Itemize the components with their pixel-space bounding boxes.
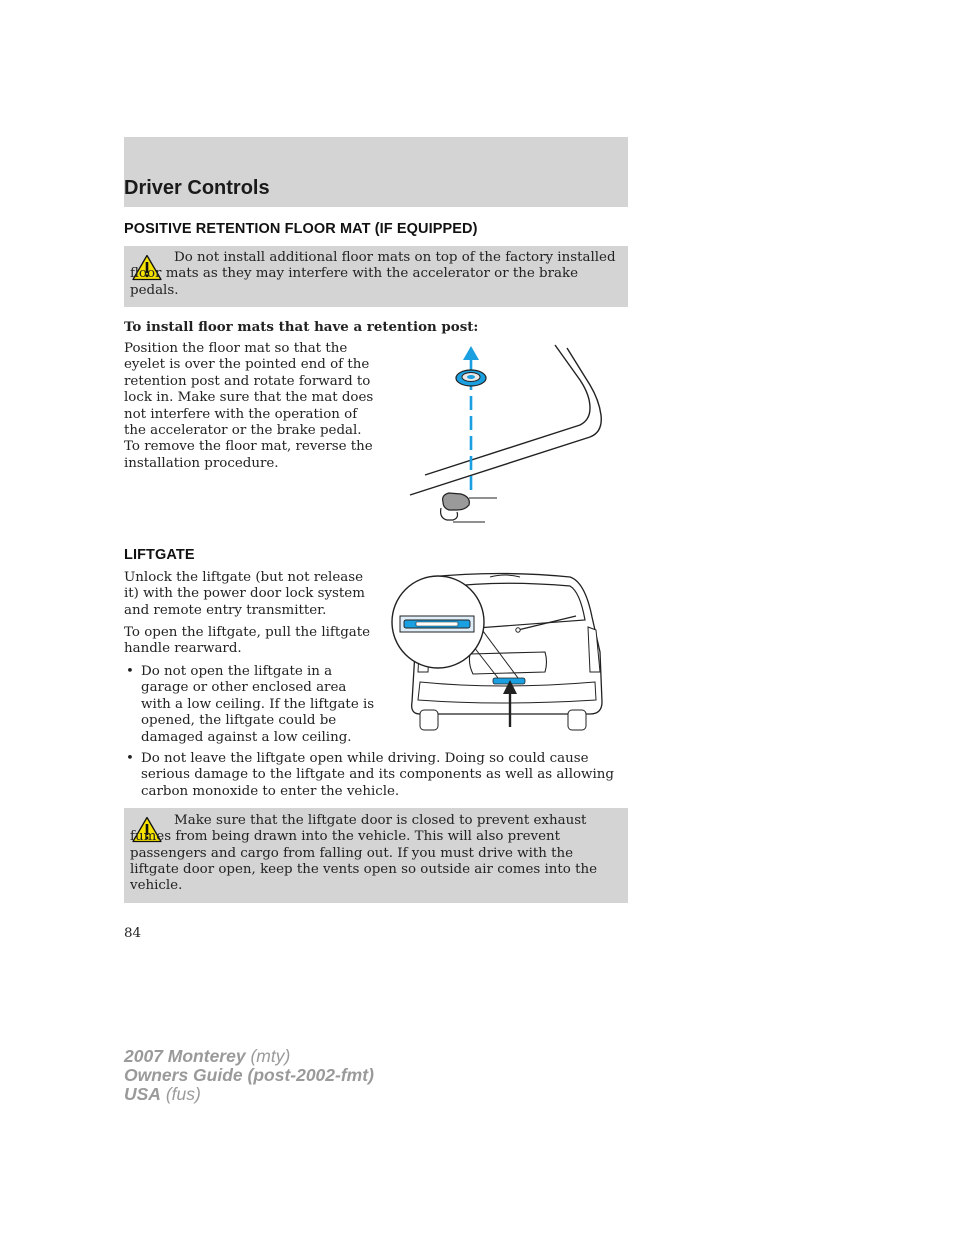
text-line: Do not leave the liftgate open while driving. Doing so could cause: [141, 751, 589, 766]
footer-document-info: [124, 1047, 374, 1104]
footer-line-model: [124, 1047, 374, 1066]
text-line: installation procedure.: [124, 455, 279, 471]
text-line: not interfere with the operation of: [124, 406, 358, 422]
bullet-dot: •: [126, 751, 134, 766]
footer-line-guide: [124, 1066, 374, 1085]
text-line: serious damage to the liftgate and its components as well as allowing: [141, 767, 614, 783]
bullet-text: [141, 664, 374, 746]
page-number: 84: [124, 926, 142, 941]
open-paragraph: [124, 625, 384, 658]
floor-mat-illustration: [405, 340, 605, 530]
footer-guide: Owners Guide (post-2002-fmt): [124, 1065, 374, 1085]
footer-model-code: (mty): [245, 1046, 291, 1066]
text-line: it) with the power door lock system: [124, 586, 365, 602]
text-line: To open the liftgate, pull the liftgate: [124, 625, 371, 640]
bullet-item-garage: [124, 664, 384, 748]
text-line: lock in. Make sure that the mat does: [124, 390, 374, 406]
text-line: and remote entry transmitter.: [124, 602, 327, 618]
footer-line-market: [124, 1085, 374, 1104]
text-line: To remove the floor mat, reverse the: [124, 439, 373, 455]
text-line: the accelerator or the brake pedal.: [124, 423, 362, 439]
text-line: Position the floor mat so that the: [124, 341, 348, 356]
liftgate-illustration: [390, 572, 605, 734]
bullet-text: [141, 751, 631, 800]
text-line: carbon monoxide to enter the vehicle.: [141, 783, 400, 799]
footer-model: 2007 Monterey: [124, 1046, 246, 1066]
warning-box-liftgate: [124, 808, 628, 903]
bullet-dot: •: [126, 664, 134, 679]
text-line: damaged against a low ceiling.: [141, 729, 352, 745]
warning-text-floor-mat: Do not install additional floor mats on top of the factory installed floor mats as they may interfere with the accelerator or the brake pedals.: [130, 250, 616, 298]
install-paragraph: [124, 341, 384, 472]
warning-text-liftgate: Make sure that the liftgate door is closed to prevent exhaust fumes from being drawn into the vehicle. This will also prevent passengers and cargo from falling out. If you must drive with the liftgate door open, keep the vents open so outside air comes into the vehicle.: [130, 813, 598, 894]
unlock-paragraph: [124, 570, 384, 619]
page-title: Driver Controls: [124, 177, 270, 199]
footer-market-code: (fus): [160, 1084, 201, 1104]
text-line: eyelet is over the pointed end of the: [124, 357, 370, 373]
text-line: Do not open the liftgate in a: [141, 664, 333, 679]
text-line: handle rearward.: [124, 641, 242, 657]
section-title-liftgate: LIFTGATE: [124, 547, 195, 563]
warning-box-floor-mat: [124, 246, 628, 307]
footer-market: USA: [124, 1084, 161, 1104]
bullet-item-driving: [124, 751, 628, 801]
text-line: garage or other enclosed area: [141, 680, 347, 696]
text-line: Unlock the liftgate (but not release: [124, 570, 364, 585]
text-line: retention post and rotate forward to: [124, 373, 371, 389]
text-line: with a low ceiling. If the liftgate is: [141, 696, 375, 712]
text-line: opened, the liftgate could be: [141, 713, 337, 729]
section-title-floor-mat: POSITIVE RETENTION FLOOR MAT (IF EQUIPPED): [124, 221, 478, 237]
install-heading: To install floor mats that have a retention post:: [124, 319, 479, 335]
